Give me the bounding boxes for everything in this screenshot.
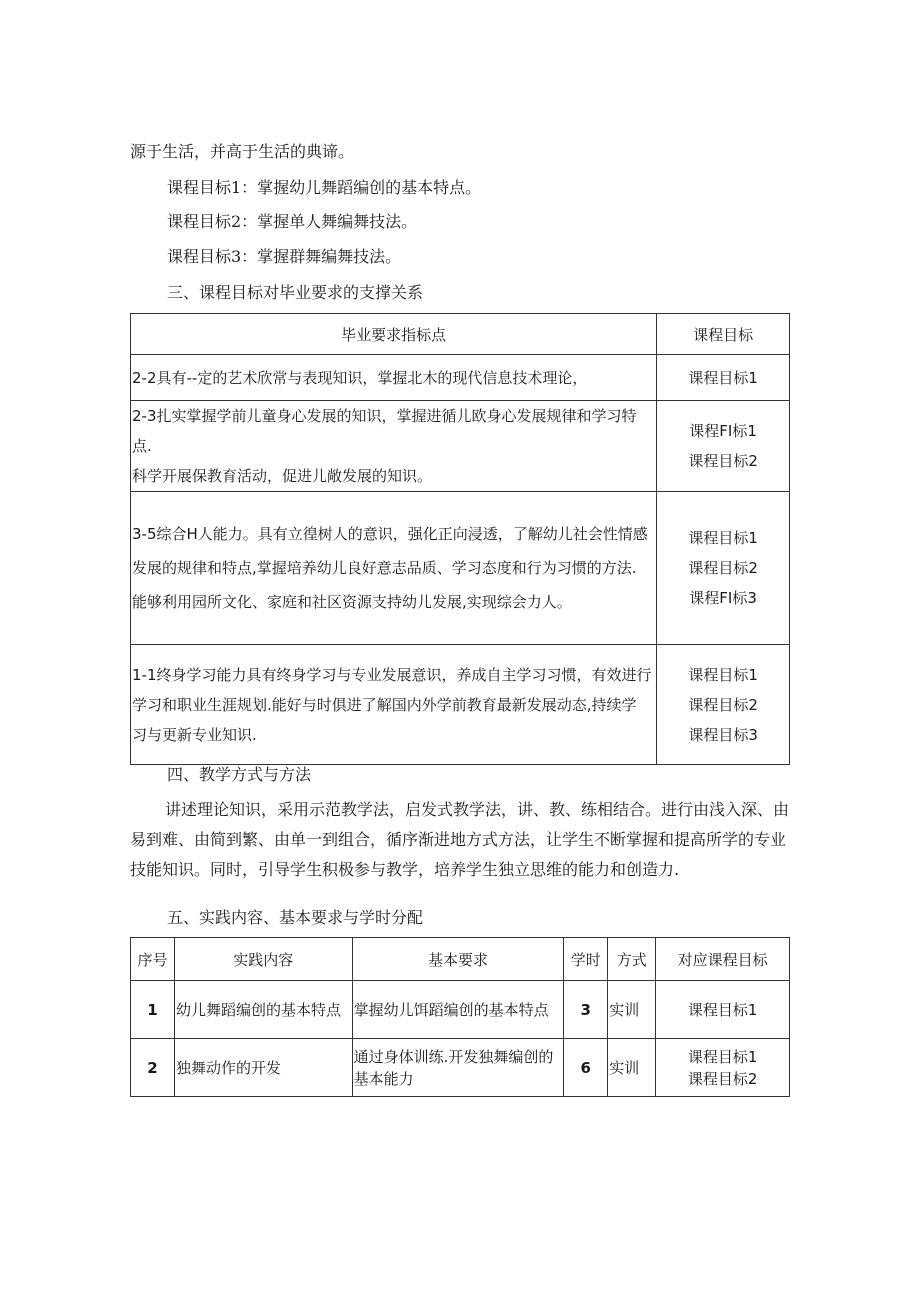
- practice-header-mode: 方式: [608, 938, 656, 981]
- objective-2: 课程目标2：掌握单人舞编舞技法。: [167, 212, 418, 231]
- requirement-line: 学习和职业生涯规划.能好与时俱进了解国内外学前教育最新发展动态,持续学: [132, 695, 637, 714]
- practice-no: 1: [131, 981, 175, 1039]
- table-row: [131, 645, 790, 765]
- section3-title: 三、课程目标对毕业要求的支撑关系: [167, 283, 424, 302]
- practice-header-content: 实践内容: [174, 938, 352, 981]
- practice-mode: 实训: [608, 981, 656, 1039]
- practice-header-requirement: 基本要求: [352, 938, 564, 981]
- intro-tail: 源于生活，并高于生活的典谛。: [130, 142, 355, 161]
- practice-header-goal: 对应课程目标: [656, 938, 790, 981]
- support-header-requirement: 毕业要求指标点: [131, 314, 657, 355]
- practice-content: 独舞动作的开发: [174, 1039, 352, 1097]
- goal-label: 课程目标2: [687, 1069, 758, 1088]
- practice-content: 幼儿舞蹈编创的基本特点: [174, 981, 352, 1039]
- support-header-goal: 课程目标: [657, 314, 790, 355]
- practice-table: [130, 937, 790, 1097]
- practice-hours: 6: [564, 1039, 608, 1097]
- goal-label: 课程目标3: [688, 725, 758, 744]
- requirement-line: 科学开展保教育活动，促进儿敞发展的知识。: [132, 467, 433, 485]
- practice-header-hours: 学时: [564, 938, 608, 981]
- practice-hours: 3: [564, 981, 608, 1039]
- practice-no: 2: [131, 1039, 175, 1097]
- goal-label: 课程目标1: [688, 665, 758, 684]
- goal-label: 课程目标1: [687, 1047, 758, 1066]
- practice-mode: 实训: [608, 1039, 656, 1097]
- objective-3: 课程目标3：掌握群舞编舞技法。: [167, 247, 402, 266]
- table-row: [131, 1039, 790, 1097]
- goal-label: 课程目标2: [688, 559, 758, 577]
- table-row: [131, 492, 790, 645]
- goal-label: 课程目标1: [688, 529, 758, 547]
- goal-label: 课程目标2: [688, 452, 758, 470]
- table-row: [131, 401, 790, 492]
- section5-title: 五、实践内容、基本要求与学时分配: [167, 908, 424, 927]
- requirement-line: 习与更新专业知识.: [132, 725, 257, 744]
- goal-label: 课程目标2: [688, 695, 758, 714]
- table-row: [131, 981, 790, 1039]
- goal-label: 课程FI标3: [689, 589, 757, 607]
- section4-text: 讲述理论知识，采用示范教学法，启发式教学法，讲、教、练相结合。进行由浅入深、由易到难、由简到繁、由单一到组合，循序渐进地方式方法，让学生不断掌握和提高所学的专业技能知识。同时，引导学生积极参与教学，培养学生独立思维的能力和创造力.: [130, 800, 790, 879]
- practice-requirement: 通过身体训练.开发独舞编创的基本能力: [352, 1039, 564, 1097]
- support-table: [130, 313, 790, 765]
- requirement-line: 发展的规律和特点,掌握培养幼儿良好意志品质、学习态度和行为习惯的方法.: [132, 559, 637, 577]
- requirement-line: 1-1终身学习能力具有终身学习与专业发展意识，养成自主学习习惯，有效进行: [132, 665, 652, 684]
- objective-1: 课程目标1：掌握幼儿舞蹈编创的基本特点。: [167, 178, 482, 197]
- section4-title: 四、教学方式与方法: [167, 765, 312, 784]
- requirement-line: 2-2具有--定的艺术欣常与表现知识，掌握北木的现代信息技术理论，: [132, 368, 588, 387]
- goal-label: 课程目标1: [687, 1000, 758, 1019]
- requirement-line: 2-3扎实掌握学前儿童身心发展的知识，掌握进循儿欧身心发展规律和学习特点.: [132, 407, 637, 455]
- table-row: [131, 355, 790, 401]
- goal-label: 课程FI标1: [689, 422, 757, 440]
- practice-requirement: 掌握幼儿饵蹈编创的基本特点: [352, 981, 564, 1039]
- practice-header-no: 序号: [131, 938, 175, 981]
- requirement-line: 能够利用园所文化、家庭和社区资源支持幼儿发展,实现综会力人。: [132, 593, 572, 611]
- goal-label: 课程目标1: [688, 368, 758, 387]
- requirement-line: 3-5综合H人能力。具有立徨树人的意识，强化正向浸透，了解幼儿社会性情感: [132, 525, 648, 543]
